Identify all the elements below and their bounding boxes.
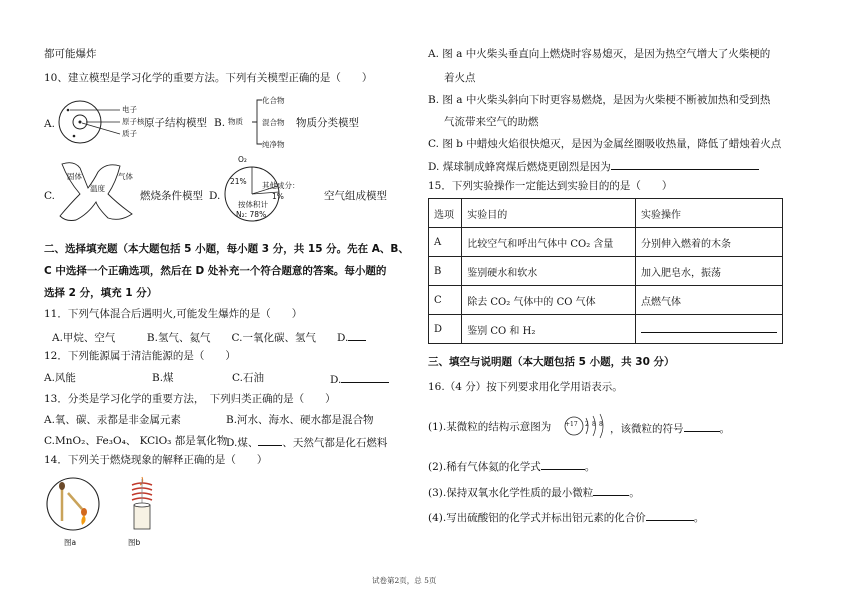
q16-part4: (4).写出硫酸铝的化学式并标出铝元素的化合价 。	[428, 512, 705, 524]
table-header-row	[429, 199, 783, 228]
q10-option-d-letter: D.	[209, 190, 221, 202]
atom-model-caption: 原子结构模型	[144, 117, 207, 129]
table-cell: 加入肥皂水，振荡	[636, 257, 783, 286]
pie-label-other: 其他成分：	[262, 181, 300, 190]
q16-part1: (1).某微粒的结构示意图为	[428, 421, 552, 433]
table-cell: D	[429, 315, 462, 344]
q14-option-b-line1: B. 图 a 中火柴头斜向下时更容易燃烧，是因为火柴梗不断被加热和受到热	[428, 94, 771, 106]
q16-part3: (3).保持双氧水化学性质的最小微粒 。	[428, 487, 640, 499]
shell-3-electrons: 8	[599, 421, 603, 428]
table-row	[429, 228, 783, 257]
q16-part1-tail: ，该微粒的符号 。	[610, 423, 730, 435]
air-model-caption: 空气组成模型	[324, 190, 387, 202]
q15-d-blank[interactable]	[641, 322, 777, 333]
q14-option-a-line1: A. 图 a 中火柴头垂直向上燃烧时容易熄灭，是因为热空气增大了火柴梗的	[428, 48, 771, 60]
table-cell: 比较空气和呼出气体中 CO₂ 含量	[462, 228, 636, 257]
table-header-cell: 选项	[429, 199, 462, 228]
atom-label-proton: 质子	[122, 129, 137, 138]
table-cell-blank[interactable]	[636, 315, 783, 344]
pie-label-n2: N₂: 78%	[236, 210, 267, 219]
q13-option-a: A.氧、碳、汞都是非金属元素	[44, 414, 181, 426]
q12-option-d: D.	[330, 372, 389, 387]
combustion-gas-label: 气体	[118, 172, 133, 181]
q16-1-blank[interactable]	[684, 421, 720, 432]
figure-b-candle-coil	[120, 475, 160, 535]
question-13: 13．分类是学习化学的重要方法， 下列归类正确的是（ ）	[44, 393, 336, 405]
question-16: 16.（4 分）按下列要求用化学用语表示。	[428, 381, 623, 393]
pie-label-21: 21%	[230, 177, 247, 186]
table-row	[429, 315, 783, 344]
question-15: 15．下列实验操作一定能达到实验目的的是（ ）	[428, 180, 673, 192]
experiment-table	[428, 198, 783, 344]
table-cell: 鉴别 CO 和 H₂	[462, 315, 636, 344]
q14-option-d: D. 煤球制成蜂窝煤后燃烧更剧烈是因为	[428, 159, 759, 174]
q10-option-b-letter: B.	[214, 117, 226, 129]
pure-substance-label: 纯净物	[262, 140, 285, 149]
table-cell: C	[429, 286, 462, 315]
pie-label-o2: O₂	[238, 155, 247, 164]
table-row	[429, 257, 783, 286]
q16-2-blank[interactable]	[541, 459, 585, 470]
table-header-cell: 实验操作	[636, 199, 783, 228]
matter-label: 物质	[228, 117, 243, 126]
q12-option-c: C.石油	[232, 372, 264, 384]
atom-label-electron: 电子	[122, 105, 137, 114]
q14-d-blank[interactable]	[611, 159, 759, 170]
section2-heading-line2: C 中选择一个正确选项，然后在 D 处补充一个符合题意的答案。每小题的	[44, 265, 387, 277]
table-cell: 除去 CO₂ 气体中的 CO 气体	[462, 286, 636, 315]
combustion-solid-label: 固体	[67, 172, 82, 181]
q16-4-blank[interactable]	[646, 510, 694, 521]
compound-label: 化合物	[262, 96, 285, 105]
question-12: 12．下列能源属于清洁能源的是（ ）	[44, 350, 236, 362]
q10-option-a-letter: A.	[44, 118, 55, 130]
question-14: 14．下列关于燃烧现象的解释正确的是（ ）	[44, 454, 268, 466]
q16-part2: (2).稀有气体氦的化学式 。	[428, 461, 596, 473]
q11-d-blank[interactable]	[348, 330, 366, 341]
combustion-temp-label: 温度	[90, 184, 105, 193]
matter-model-caption: 物质分类模型	[296, 117, 359, 129]
atom-label-nucleus: 原子核	[122, 117, 145, 126]
table-cell: A	[429, 228, 462, 257]
shell-1-electrons: 2	[585, 421, 589, 428]
pie-label-volume: 按体积计	[238, 200, 268, 209]
figure-b-caption: 图b	[128, 538, 141, 547]
q12-option-a: A.风能	[44, 372, 76, 384]
shell-2-electrons: 8	[592, 421, 596, 428]
figure-a-caption: 图a	[64, 538, 77, 547]
q13-d-blank[interactable]	[258, 435, 282, 446]
mixture-label: 混合物	[262, 118, 285, 127]
q13-option-c: C.MnO₂、Fe₃O₄、 KClO₃ 都是氧化物	[44, 435, 228, 447]
q14-option-b-line2: 气流带来空气的助燃	[444, 116, 539, 128]
q13-option-d: D.煤、 、天然气都是化石燃料	[226, 437, 388, 449]
q12-option-b: B.煤	[152, 372, 174, 384]
combustion-model-caption: 燃烧条件模型	[140, 190, 203, 202]
table-cell: 点燃气体	[636, 286, 783, 315]
question-10: 10、建立模型是学习化学的重要方法。下列有关模型正确的是（ ）	[44, 72, 373, 84]
section3-heading: 三、填空与说明题（本大题包括 5 小题，共 30 分）	[428, 356, 675, 368]
table-header-cell: 实验目的	[462, 199, 636, 228]
table-cell: 鉴别硬水和软水	[462, 257, 636, 286]
table-cell: B	[429, 257, 462, 286]
continued-text: 都可能爆炸	[44, 48, 97, 60]
table-cell: 分别伸入燃着的木条	[636, 228, 783, 257]
figure-a-matches	[44, 475, 102, 533]
q16-3-blank[interactable]	[593, 485, 629, 496]
pie-label-1: 1%	[272, 192, 284, 201]
table-row	[429, 286, 783, 315]
q13-option-b: B.河水、海水、硬水都是混合物	[226, 414, 374, 426]
nucleus-charge: +17	[565, 421, 578, 428]
question-11: 11．下列气体混合后遇明火,可能发生爆炸的是（ ）	[44, 308, 303, 320]
q14-option-c: C. 图 b 中蜡烛火焰很快熄灭，是因为金属丝圈吸收热量，降低了蜡烛着火点	[428, 138, 782, 150]
q10-option-c-letter: C.	[44, 190, 55, 202]
question-11-options: A.甲烷、空气 B.氢气、氦气 C.一氧化碳、氢气 D.	[52, 330, 366, 345]
q14-option-a-line2: 着火点	[444, 72, 476, 84]
page-footer: 试卷第2页，总 5页	[372, 576, 437, 585]
section2-heading-line1: 二、选择填充题（本大题包括 5 小题，每小题 3 分，共 15 分。先在 A、B、	[44, 243, 409, 255]
section2-heading-line3: 选择 2 分，填充 1 分）	[44, 287, 158, 299]
q12-d-blank[interactable]	[341, 372, 389, 383]
